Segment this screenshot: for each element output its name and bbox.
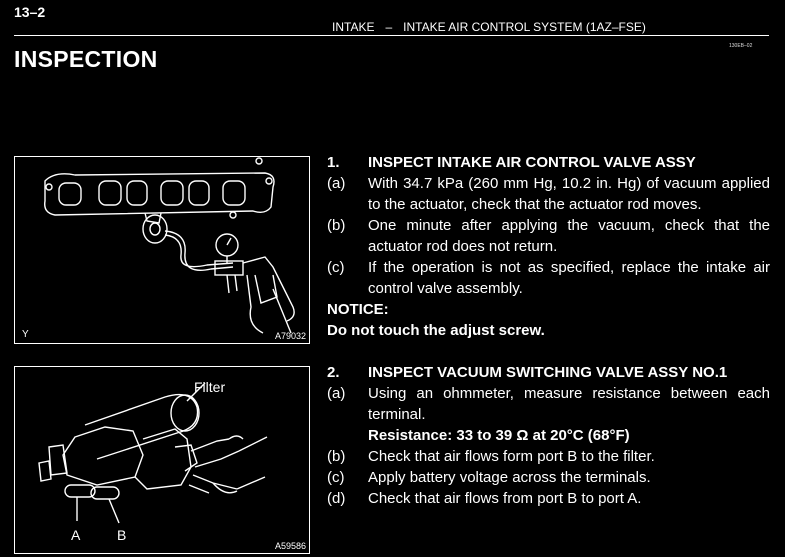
doc-code: 130EB–02: [729, 43, 753, 49]
step-heading: [327, 362, 770, 383]
sub-step-label: (c): [327, 259, 345, 276]
sub-step-text: Apply battery voltage across the terminals.: [368, 469, 651, 486]
sub-step-text: Check that air flows from port B to port A.: [368, 490, 642, 507]
sub-step-label: (c): [327, 469, 345, 486]
page-number: 13–2: [14, 4, 46, 20]
intake-manifold-illustration: [15, 157, 309, 343]
figure-corner-label: Y: [22, 329, 29, 340]
header-subsection: INTAKE AIR CONTROL SYSTEM (1AZ–FSE): [403, 20, 646, 34]
notice-text: Do not touch the adjust screw.: [327, 322, 545, 339]
sub-step-text: If the operation is not as specified, replace the intake air control valve assembly.: [368, 259, 770, 297]
resistance-spec: Resistance: 33 to 39 Ω at 20°C (68°F): [368, 427, 630, 444]
figure-vacuum-switching-valve: [14, 366, 310, 554]
step-1: [327, 152, 770, 341]
sub-step-label: (d): [327, 490, 346, 507]
sub-step-text: Check that air flows form port B to the filter.: [368, 448, 655, 465]
sub-step: [327, 257, 770, 299]
sub-step: [327, 467, 770, 488]
running-header: [332, 20, 646, 34]
callout-filter: Filter: [194, 379, 226, 395]
header-rule: [14, 35, 769, 36]
step-number: 2.: [327, 364, 340, 381]
sub-step-text: One minute after applying the vacuum, check that the actuator rod does not return.: [368, 217, 770, 255]
section-title: INSPECTION: [14, 46, 158, 72]
callout-port-b: B: [117, 527, 127, 543]
notice-label: NOTICE:: [327, 301, 389, 318]
sub-step-label: (b): [327, 448, 346, 465]
sub-step: [327, 215, 770, 257]
sub-step: [327, 383, 770, 425]
sub-step: [327, 173, 770, 215]
step-title: INSPECT VACUUM SWITCHING VALVE ASSY NO.1: [368, 364, 728, 381]
header-separator: –: [385, 20, 393, 34]
header-section: INTAKE: [332, 20, 375, 34]
vacuum-switching-valve-illustration: [15, 367, 309, 553]
callout-port-a: A: [71, 527, 81, 543]
sub-step-label: (b): [327, 217, 346, 234]
sub-step-label: (a): [327, 385, 346, 402]
sub-step-text: With 34.7 kPa (260 mm Hg, 10.2 in. Hg) of vacuum applied to the actuator, check that the actuator rod moves.: [368, 175, 770, 213]
figure-id: A59586: [274, 541, 306, 551]
step-title: INSPECT INTAKE AIR CONTROL VALVE ASSY: [368, 154, 696, 171]
sub-step: [327, 488, 770, 509]
step-2: [327, 362, 770, 509]
sub-step: [327, 446, 770, 467]
step-heading: [327, 152, 770, 173]
figure-intake-air-control-valve: [14, 156, 310, 344]
sub-step-text: Using an ohmmeter, measure resistance between each terminal.: [368, 385, 770, 423]
sub-step-label: (a): [327, 175, 346, 192]
figure-id: A79032: [274, 331, 306, 341]
step-number: 1.: [327, 154, 340, 171]
